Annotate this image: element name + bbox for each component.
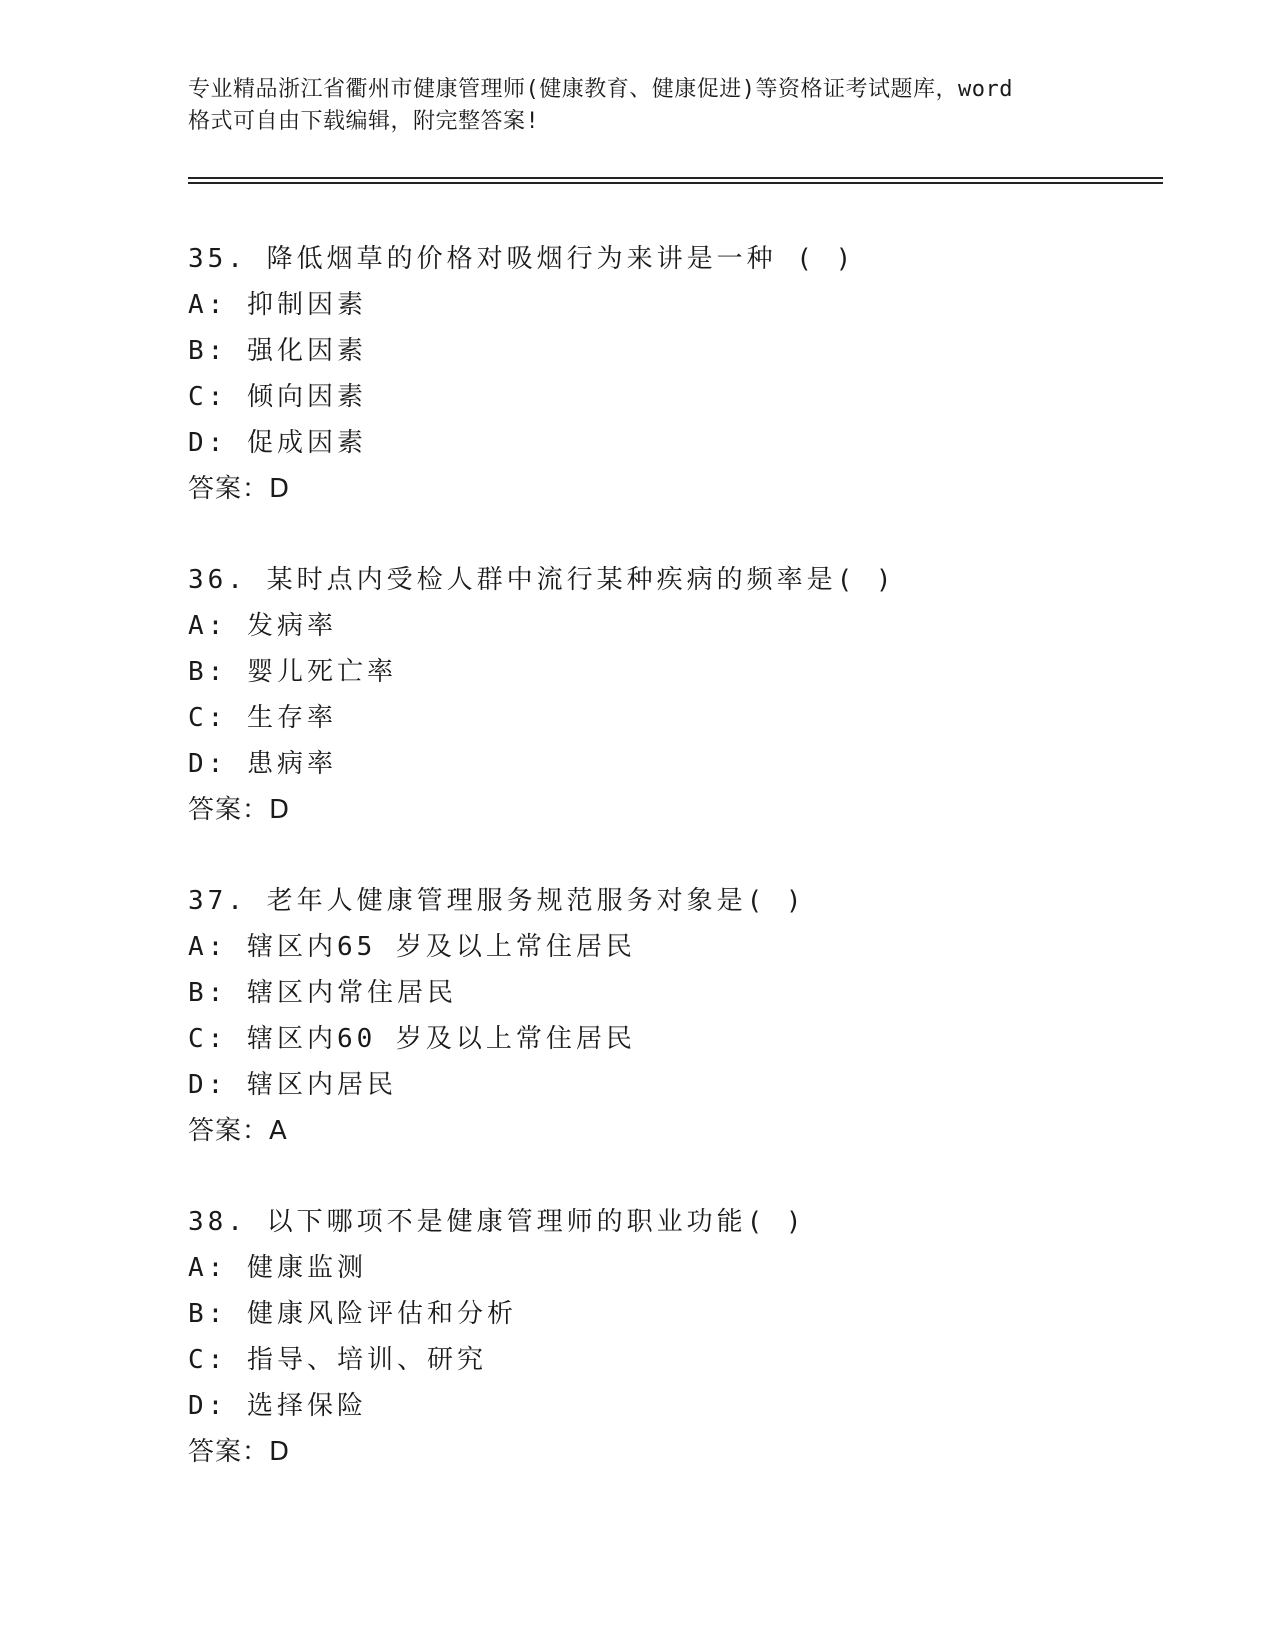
question-stem: 36. 某时点内受检人群中流行某种疾病的频率是( ) [188,565,896,595]
document-header [188,74,1088,138]
option-b: B: 辖区内常住居民 [188,978,457,1008]
option-a: A: 辖区内65 岁及以上常住居民 [188,932,636,962]
question-36 [188,557,1148,833]
option-d: D: 促成因素 [188,428,367,458]
option-c: C: 倾向因素 [188,382,367,412]
header-divider-bottom [188,182,1163,184]
option-b: B: 强化因素 [188,336,367,366]
option-c: C: 指导、培训、研究 [188,1345,487,1375]
option-a: A: 发病率 [188,611,337,641]
option-b: B: 婴儿死亡率 [188,657,397,687]
question-38 [188,1199,1148,1475]
answer-line: 答案：A [188,1116,288,1146]
question-stem: 38. 以下哪项不是健康管理师的职业功能( ) [188,1207,806,1237]
option-a: A: 抑制因素 [188,290,367,320]
question-stem: 37. 老年人健康管理服务规范服务对象是( ) [188,886,806,916]
header-line-2: 格式可自由下载编辑，附完整答案! [188,109,540,134]
option-c: C: 辖区内60 岁及以上常住居民 [188,1024,636,1054]
answer-line: 答案：D [188,474,291,504]
header-line-1: 专业精品浙江省衢州市健康管理师(健康教育、健康促进)等资格证考试题库，word [188,77,1013,102]
option-c: C: 生存率 [188,703,337,733]
answer-line: 答案：D [188,1437,291,1467]
question-37 [188,878,1148,1154]
answer-line: 答案：D [188,795,291,825]
question-stem: 35. 降低烟草的价格对吸烟行为来讲是一种 ( ) [188,244,856,274]
option-a: A: 健康监测 [188,1253,367,1283]
header-divider-top [188,177,1163,179]
option-d: D: 选择保险 [188,1391,367,1421]
option-b: B: 健康风险评估和分析 [188,1299,517,1329]
option-d: D: 辖区内居民 [188,1070,397,1100]
option-d: D: 患病率 [188,749,337,779]
question-35 [188,236,1148,512]
